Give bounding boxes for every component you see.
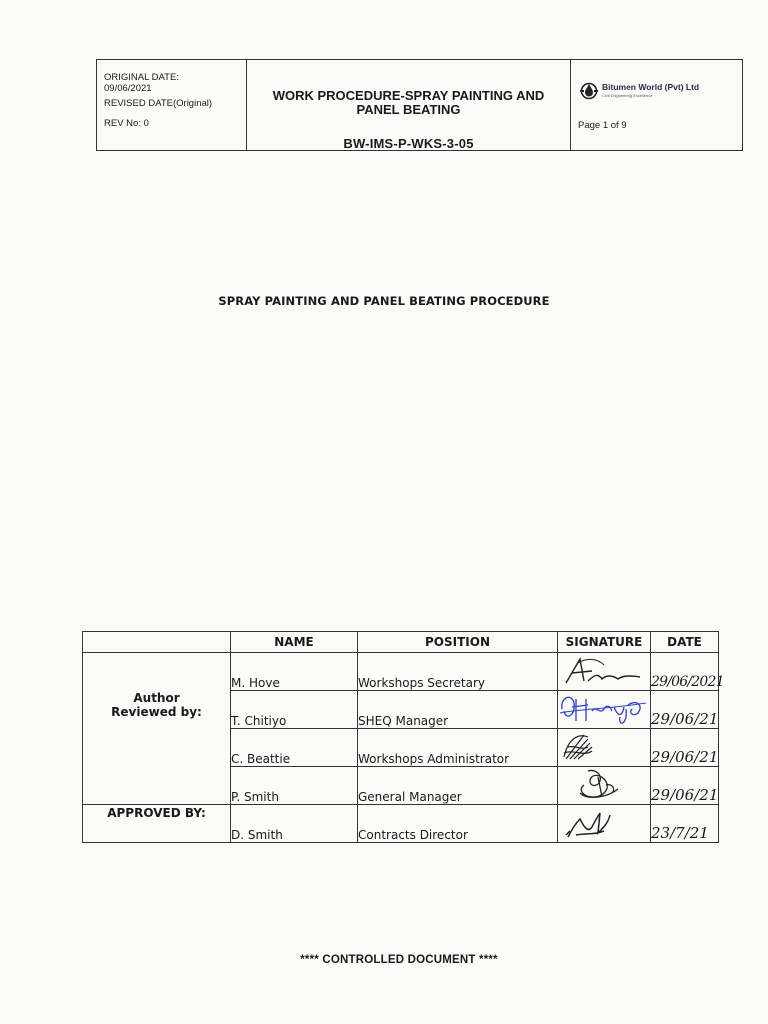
- table-row: [83, 653, 719, 691]
- signature-cell: [558, 691, 651, 729]
- row-name: M. Hove: [231, 653, 358, 691]
- document-header: [96, 59, 743, 151]
- original-date-label: ORIGINAL DATE:: [104, 72, 179, 83]
- signature-cell: [558, 767, 651, 805]
- revised-date: REVISED DATE(Original): [104, 98, 213, 109]
- handwritten-date: 29/06/21: [651, 748, 719, 766]
- signature-cell: [558, 729, 651, 767]
- approver-cell: [83, 805, 231, 843]
- row-position: Workshops Secretary: [358, 653, 558, 691]
- signoff-date: [651, 767, 719, 805]
- handwritten-date: 29/06/21: [651, 786, 719, 804]
- row-name: P. Smith: [231, 767, 358, 805]
- document-code: BW-IMS-P-WKS-3-05: [343, 136, 474, 151]
- rev-number: REV No: 0: [104, 118, 149, 129]
- signoff-date: [651, 805, 719, 843]
- page-number: Page 1 of 9: [578, 120, 627, 131]
- signoff-date: [651, 729, 719, 767]
- signature-image: [558, 805, 650, 839]
- company-tagline: Civil Engineering Excellence: [602, 93, 653, 98]
- signature-image: [558, 691, 650, 725]
- row-name: D. Smith: [231, 805, 358, 843]
- header-title-block: [247, 60, 571, 150]
- signature-column-header: SIGNATURE: [558, 632, 651, 653]
- role-column-header: [83, 632, 231, 653]
- header-logo-block: [571, 60, 742, 150]
- row-position: Contracts Director: [358, 805, 558, 843]
- company-name: Bitumen World (Pvt) Ltd: [602, 82, 700, 92]
- row-name: T. Chitiyo: [231, 691, 358, 729]
- signature-image: [558, 729, 650, 763]
- row-position: General Manager: [358, 767, 558, 805]
- controlled-document-footer: **** CONTROLLED DOCUMENT ****: [300, 954, 498, 966]
- position-column-header: POSITION: [358, 632, 558, 653]
- revision-info: [97, 60, 247, 150]
- signature-cell: [558, 653, 651, 691]
- procedure-title: WORK PROCEDURE-SPRAY PAINTING AND PANEL BEATING: [272, 88, 545, 117]
- row-name: C. Beattie: [231, 729, 358, 767]
- signature-image: [558, 653, 650, 687]
- author-label: Author: [133, 691, 180, 705]
- handwritten-date: 23/7/21: [651, 824, 709, 842]
- handwritten-date: 29/06/21: [651, 710, 719, 728]
- company-logo: [579, 80, 699, 100]
- signature-image: [558, 767, 650, 801]
- reviewed-by-label: Reviewed by:: [111, 705, 202, 719]
- document-title: SPRAY PAINTING AND PANEL BEATING PROCEDURE: [218, 294, 550, 308]
- signoff-date: [651, 653, 724, 691]
- author-reviewer-cell: [83, 653, 231, 805]
- original-date-value: 09/06/2021: [104, 83, 152, 94]
- row-position: SHEQ Manager: [358, 691, 558, 729]
- signoff-table: [82, 631, 724, 843]
- table-row: [83, 805, 719, 843]
- row-position: Workshops Administrator: [358, 729, 558, 767]
- oil-drop-icon: [579, 80, 599, 100]
- name-column-header: NAME: [231, 632, 358, 653]
- signoff-header-row: [83, 632, 719, 653]
- approved-by-label: APPROVED BY:: [107, 806, 206, 820]
- handwritten-date: 29/06/2021: [651, 674, 724, 690]
- date-column-header: DATE: [651, 632, 719, 653]
- signoff-date: [651, 691, 719, 729]
- signature-cell: [558, 805, 651, 843]
